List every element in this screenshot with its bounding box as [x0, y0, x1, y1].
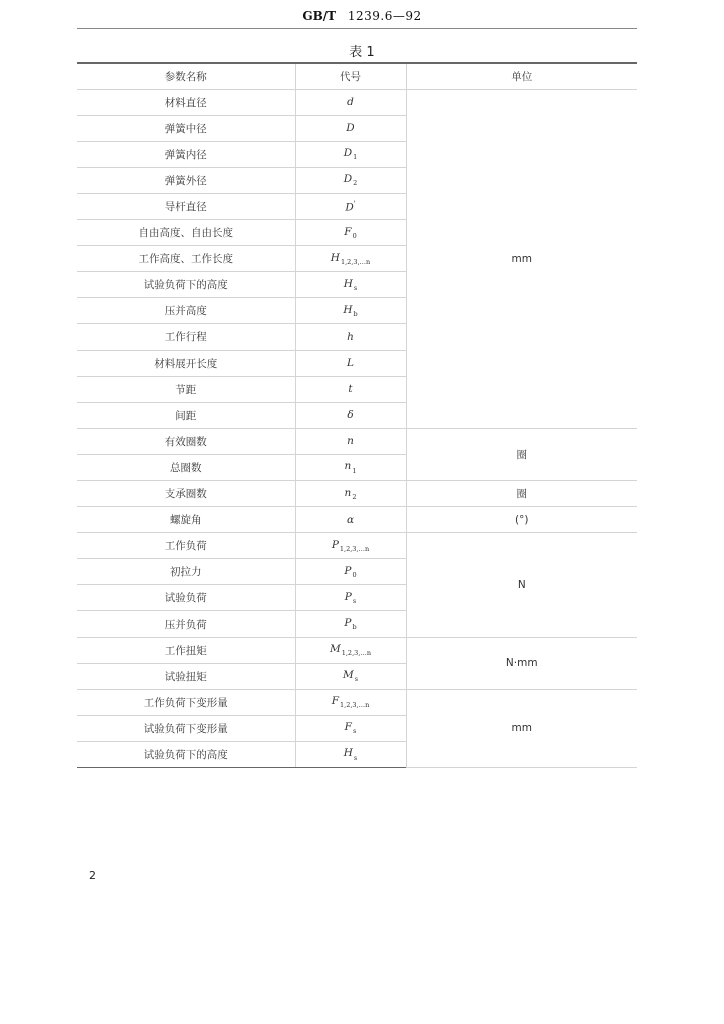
table-row [77, 89, 637, 115]
param-symbol: $n_1$ [295, 454, 406, 480]
param-name: 弹簧中径 [77, 115, 295, 141]
param-symbol: $P_s$ [295, 585, 406, 611]
param-symbol: d [295, 89, 406, 115]
param-symbol: n [295, 428, 406, 454]
param-symbol: $H_s$ [295, 272, 406, 298]
param-name: 节距 [77, 376, 295, 402]
param-symbol: $P_0$ [295, 559, 406, 585]
param-name: 试验负荷 [77, 585, 295, 611]
param-name: 压并负荷 [77, 611, 295, 637]
unit-cell: mm [406, 89, 637, 428]
header-name: 参数名称 [77, 63, 295, 89]
param-symbol: $P_{1,2,3,\dots n}$ [295, 533, 406, 559]
header-rule [77, 28, 637, 29]
param-name: 试验扭矩 [77, 663, 295, 689]
param-symbol: δ [295, 402, 406, 428]
param-symbol: $P_b$ [295, 611, 406, 637]
param-symbol: $F_s$ [295, 715, 406, 741]
standard-header [0, 9, 724, 23]
param-name: 工作高度、工作长度 [77, 246, 295, 272]
param-name: 导杆直径 [77, 193, 295, 219]
param-symbol: h [295, 324, 406, 350]
param-name: 螺旋角 [77, 507, 295, 533]
unit-cell: N·mm [406, 637, 637, 689]
param-symbol: $M_{1,2,3,\dots n}$ [295, 637, 406, 663]
param-name: 试验负荷下的高度 [77, 272, 295, 298]
standard-number: 1239.6—92 [347, 9, 422, 23]
param-name: 工作负荷 [77, 533, 295, 559]
table-row [77, 533, 637, 559]
param-name: 支承圈数 [77, 481, 295, 507]
unit-cell: (°) [406, 507, 637, 533]
table-row [77, 428, 637, 454]
param-symbol: $F_{1,2,3,\dots n}$ [295, 689, 406, 715]
param-name: 试验负荷下变形量 [77, 715, 295, 741]
param-name: 材料直径 [77, 89, 295, 115]
param-symbol: $D_1$ [295, 141, 406, 167]
param-name: 工作扭矩 [77, 637, 295, 663]
param-symbol: L [295, 350, 406, 376]
table-row [77, 689, 637, 715]
param-name: 间距 [77, 402, 295, 428]
standard-code: GB/T [302, 9, 337, 23]
param-name: 弹簧内径 [77, 141, 295, 167]
parameter-table [77, 62, 637, 768]
param-name: 试验负荷下的高度 [77, 741, 295, 767]
param-name: 压并高度 [77, 298, 295, 324]
param-symbol: t [295, 376, 406, 402]
table-title: 表 1 [349, 45, 375, 60]
unit-cell: 圈 [406, 428, 637, 480]
param-symbol: $D_2$ [295, 167, 406, 193]
param-symbol: D' [295, 193, 406, 219]
param-symbol: $M_s$ [295, 663, 406, 689]
param-name: 自由高度、自由长度 [77, 220, 295, 246]
header-symbol: 代号 [295, 63, 406, 89]
page-number: 2 [89, 869, 96, 882]
param-name: 初拉力 [77, 559, 295, 585]
table-row [77, 637, 637, 663]
param-symbol: D [295, 115, 406, 141]
param-symbol: $F_0$ [295, 220, 406, 246]
param-symbol: $H_b$ [295, 298, 406, 324]
table-row [77, 481, 637, 507]
param-symbol: $n_2$ [295, 481, 406, 507]
unit-cell: mm [406, 689, 637, 767]
param-name: 工作负荷下变形量 [77, 689, 295, 715]
table-header-row [77, 63, 637, 89]
param-name: 有效圈数 [77, 428, 295, 454]
unit-cell: N [406, 533, 637, 637]
param-name: 材料展开长度 [77, 350, 295, 376]
param-name: 工作行程 [77, 324, 295, 350]
unit-cell: 圈 [406, 481, 637, 507]
param-symbol: α [295, 507, 406, 533]
table-row [77, 507, 637, 533]
param-name: 弹簧外径 [77, 167, 295, 193]
header-unit: 单位 [406, 63, 637, 89]
param-symbol: $H_{1,2,3,\dots n}$ [295, 246, 406, 272]
param-name: 总圈数 [77, 454, 295, 480]
param-symbol: $H_s$ [295, 741, 406, 767]
